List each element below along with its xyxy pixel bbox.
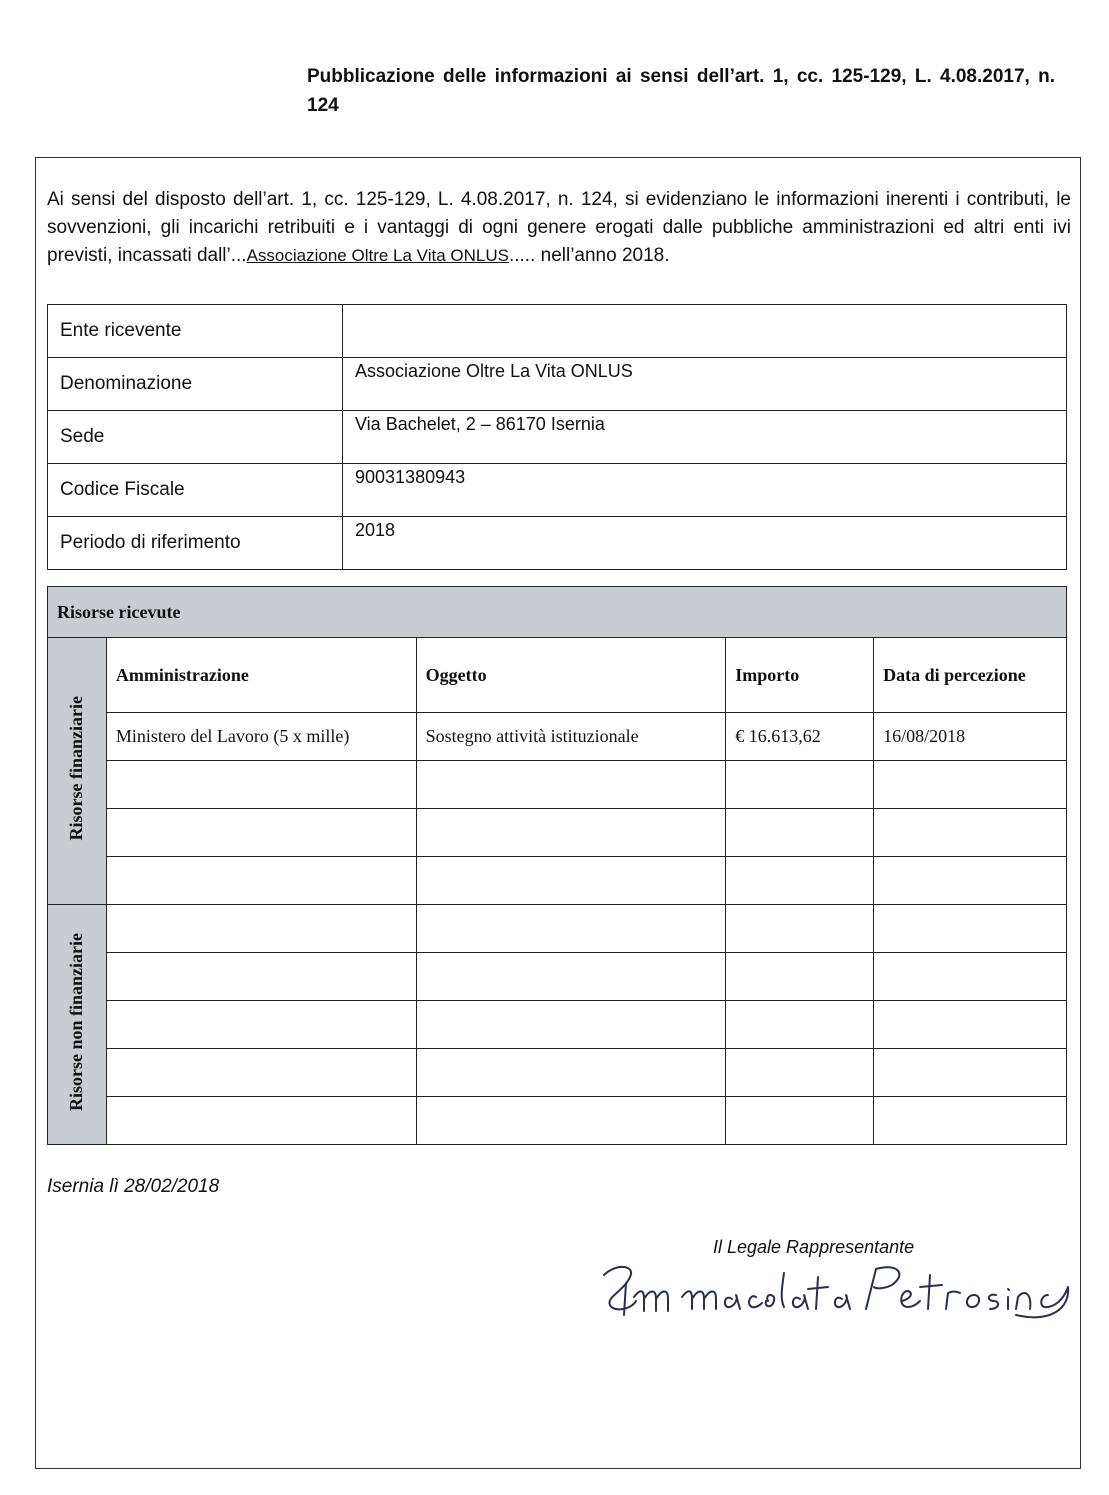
signature — [596, 1253, 1076, 1333]
ente-row — [48, 358, 1067, 411]
table-cell — [726, 809, 874, 857]
ente-table — [47, 304, 1067, 570]
risorse-header: Risorse ricevute — [48, 587, 1067, 638]
column-header: Oggetto — [416, 638, 726, 713]
table-row — [48, 1049, 1067, 1097]
table-cell — [416, 953, 726, 1001]
ente-value — [343, 305, 1067, 358]
table-row — [48, 809, 1067, 857]
table-cell: € 16.613,62 — [726, 713, 874, 761]
table-cell — [106, 1097, 416, 1145]
table-cell: Sostegno attività istituzionale — [416, 713, 726, 761]
ente-row — [48, 517, 1067, 570]
table-cell — [726, 1049, 874, 1097]
table-cell — [874, 809, 1067, 857]
ente-value: Associazione Oltre La Vita ONLUS — [343, 358, 1067, 411]
intro-entity-fill: Associazione Oltre La Vita ONLUS — [246, 246, 509, 265]
table-cell — [416, 905, 726, 953]
ente-row — [48, 411, 1067, 464]
column-header: Importo — [726, 638, 874, 713]
ente-value: 2018 — [343, 517, 1067, 570]
ente-row — [48, 305, 1067, 358]
table-cell — [874, 1097, 1067, 1145]
risorse-finanziarie-label: Risorse finanziarie — [66, 696, 87, 841]
table-cell — [106, 905, 416, 953]
table-cell — [874, 1001, 1067, 1049]
intro-paragraph — [47, 186, 1071, 270]
table-cell — [874, 857, 1067, 905]
table-cell — [874, 1049, 1067, 1097]
table-cell — [106, 953, 416, 1001]
column-header: Data di percezione — [874, 638, 1067, 713]
table-row — [48, 857, 1067, 905]
table-row — [48, 1097, 1067, 1145]
table-cell — [726, 953, 874, 1001]
table-cell — [726, 761, 874, 809]
place-date: Isernia lì 28/02/2018 — [47, 1176, 220, 1197]
risorse-finanziarie-side — [48, 638, 107, 905]
risorse-columns-row — [48, 638, 1067, 713]
ente-label: Periodo di riferimento — [48, 517, 343, 570]
table-row — [48, 761, 1067, 809]
table-cell — [874, 905, 1067, 953]
table-cell — [726, 857, 874, 905]
intro-text-after: ..... nell’anno 2018. — [508, 245, 670, 266]
table-cell — [106, 1049, 416, 1097]
ente-label: Denominazione — [48, 358, 343, 411]
ente-value: 90031380943 — [343, 464, 1067, 517]
ente-label: Ente ricevente — [48, 305, 343, 358]
table-cell — [106, 809, 416, 857]
table-row — [48, 713, 1067, 761]
table-cell — [874, 761, 1067, 809]
table-cell — [726, 1001, 874, 1049]
table-cell — [106, 761, 416, 809]
document-title: Pubblicazione delle informazioni ai sensi dell’art. 1, cc. 125-129, L. 4.08.2017, n. 124 — [307, 66, 1055, 116]
table-cell — [106, 857, 416, 905]
table-cell — [416, 1049, 726, 1097]
table-cell: 16/08/2018 — [874, 713, 1067, 761]
table-cell — [416, 1097, 726, 1145]
table-cell — [416, 809, 726, 857]
ente-label: Sede — [48, 411, 343, 464]
column-header: Amministrazione — [106, 638, 416, 713]
ente-label: Codice Fiscale — [48, 464, 343, 517]
table-cell — [416, 761, 726, 809]
ente-value: Via Bachelet, 2 – 86170 Isernia — [343, 411, 1067, 464]
table-cell — [416, 1001, 726, 1049]
table-cell — [726, 905, 874, 953]
risorse-non-finanziarie-label: Risorse non finanziarie — [66, 933, 87, 1111]
table-row — [48, 953, 1067, 1001]
table-cell: Ministero del Lavoro (5 x mille) — [106, 713, 416, 761]
intro-text-before: Ai sensi del disposto dell’art. 1, cc. 125-129, L. 4.08.2017, n. 124, si evidenziano le informazioni inerenti i contributi, le sovvenzioni, gli incarichi retribuiti e i vantaggi di ogni genere erogati dalle pubbliche amministrazioni ed altri enti ivi previsti, incassati dall’... — [47, 189, 1071, 266]
risorse-non-finanziarie-side — [48, 905, 107, 1145]
table-row — [48, 905, 1067, 953]
table-cell — [106, 1001, 416, 1049]
table-cell — [726, 1097, 874, 1145]
table-cell — [416, 857, 726, 905]
risorse-table — [47, 586, 1067, 1145]
table-row — [48, 1001, 1067, 1049]
table-cell — [874, 953, 1067, 1001]
legal-representative-label: Il Legale Rappresentante — [713, 1237, 915, 1257]
ente-row — [48, 464, 1067, 517]
